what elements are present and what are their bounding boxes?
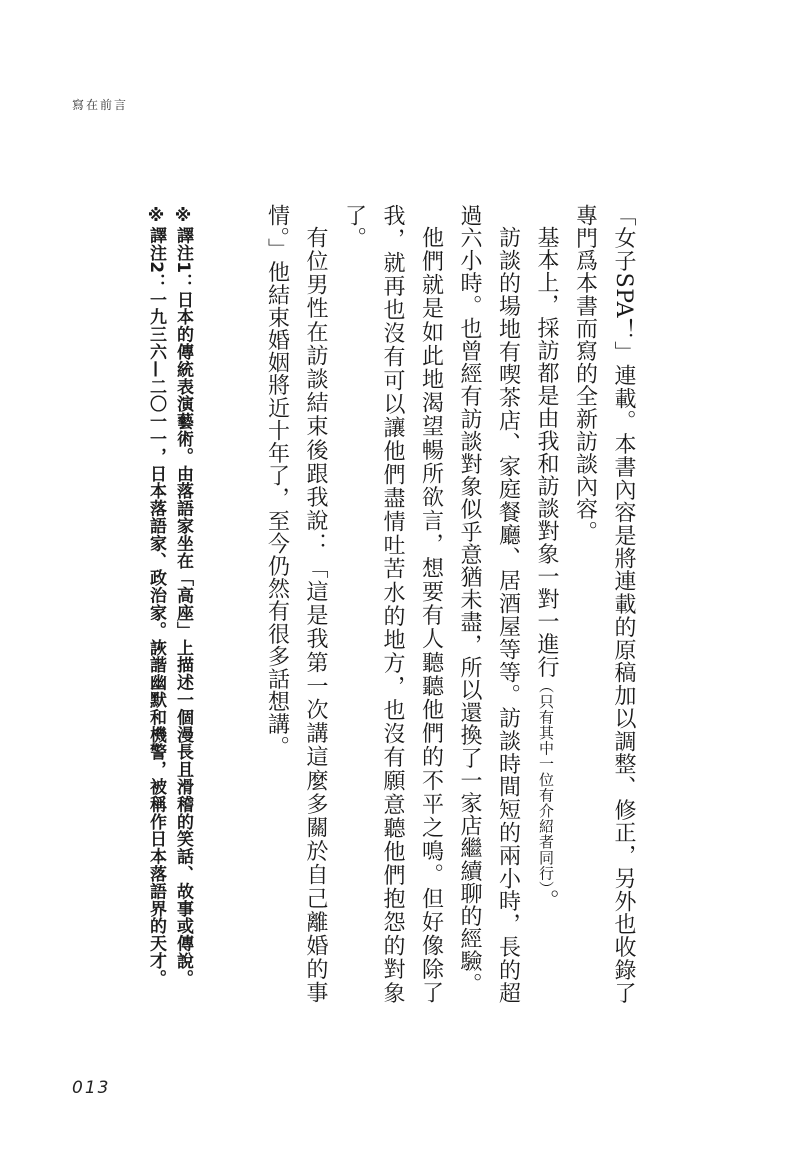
translator-notes (142, 206, 196, 996)
paragraph-2-main: 基本上，採訪都是由我和訪談對象一對一進行 (534, 226, 559, 678)
paragraph-2 (527, 204, 566, 1004)
paragraph-2-aside: （只有其中一位有介紹者同行） (537, 678, 555, 889)
body-text (257, 204, 642, 1004)
paragraph-4: 他們就是如此地渴望暢所欲言，想要有人聽聽他們的不平之鳴。但好像除了我，就再也沒有可以讓他們盡情吐苦水的地方，也沒有願意聽他們抱怨的對象了。 (341, 204, 444, 1004)
page-number: 013 (72, 1078, 111, 1098)
running-head: 寫在前言 (72, 98, 129, 112)
translator-note-1: ※譯注1：日本的傳統表演藝術。由落語家坐在「高座」上描述一個漫長且滑稽的笑話、故事或傳說。 (173, 206, 193, 987)
paragraph-1: 「女子SPA！」連載。本書內容是將連載的原稿加以調整、修正，另外也收錄了專門爲本書而寫的全新訪談內容。 (572, 204, 636, 1004)
paragraph-5: 有位男性在訪談結束後跟我說：「這是我第一次講這麼多關於自己離婚的事情。」他結束婚姻將近十年了，至今仍然有很多話想講。 (264, 204, 328, 1004)
translator-note-2: ※譯注2：一九三六—二〇一一，日本落語家、政治家。詼諧幽默和機警，被稱作日本落語界的天才。 (146, 206, 166, 987)
paragraph-2-end: 。 (534, 888, 559, 912)
paragraph-3: 訪談的場地有喫茶店、家庭餐廳、居酒屋等等。訪談時間短的兩小時，長的超過六小時。也曾經有訪談對象似乎意猶未盡，所以還換了一家店繼續聊的經驗。 (457, 204, 521, 1004)
